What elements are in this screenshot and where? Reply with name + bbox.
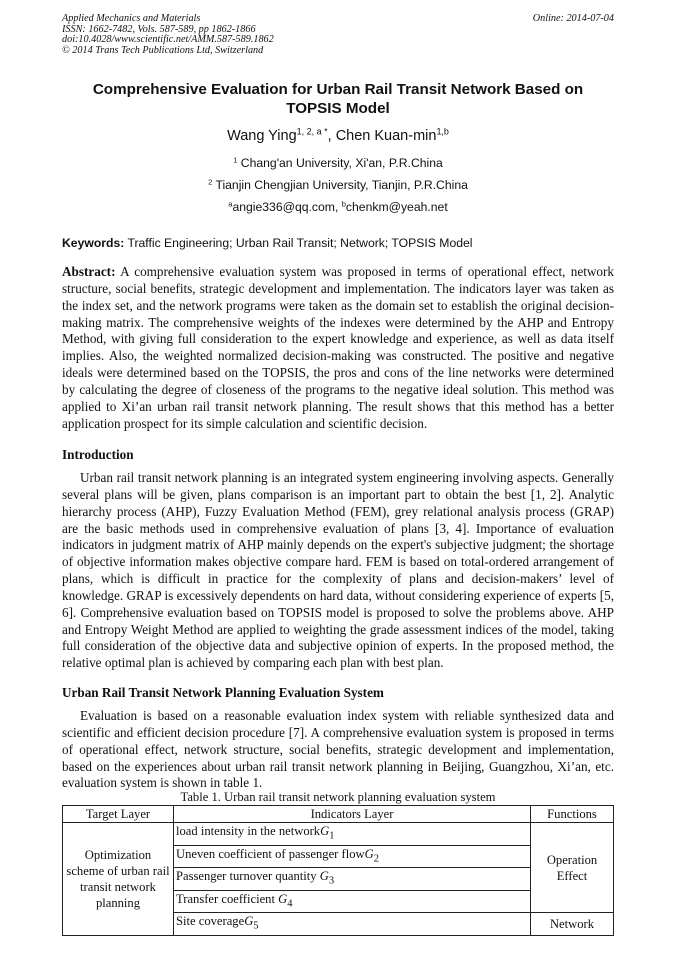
issn-line: ISSN: 1662-7482, Vols. 587-589, pp 1862-1866 [62, 23, 256, 35]
function-cell-operation [531, 823, 614, 913]
section-2-text: Evaluation is based on a reasonable evaluation index system with reliable synthesized data and scientific and efficient decision procedure [7]. A comprehensive evaluation system is proposed in terms of operational effect, network structure, social benefits, strategic development and implementation, based on the experiences about urban rail transit network planning in Beijing, Guangzhou, Xi’an, etc. evaluation system is shown in table 1. [62, 708, 614, 791]
indicator-text: Site coverage [176, 914, 245, 929]
indicator-text: load intensity in the network [176, 824, 321, 838]
affiliation-2-sup: 2 [208, 177, 213, 187]
function-operation-text: Operation Effect [546, 852, 598, 883]
author-2-name: Chen Kuan-min [335, 128, 437, 144]
online-date: Online: 2014-07-04 [532, 13, 614, 24]
indicator-subscript: 3 [328, 875, 335, 887]
affiliation-2-text: Tianjin Chengjian University, Tianjin, P.R.China [212, 178, 468, 192]
journal-header [62, 14, 614, 56]
keywords-label: Keywords: [62, 236, 125, 250]
section-2-heading: Urban Rail Transit Network Planning Evaluation System [62, 685, 384, 700]
author-emails [62, 200, 614, 214]
indicator-subscript: 2 [373, 853, 379, 865]
introduction-text: Urban rail transit network planning is an integrated system engineering involving aspects. Generally several plans will be given, plans comparison is an important part to obtain the best [1, 2]. Analytic hierarchy process (AHP), Fuzzy Evaluation Method (FEM), grey relational analysis process (GRAP) are the basic methods used in comprehensive evaluation of plans [3, 4]. Importance of evaluation indicators in judgment matrix of AHP mainly depends on the expert's subjective judgment; the shortage of objective information makes objective compare hard. FEM is based on total-ordered arrangement of plans, which is difficult in practice for the complexity of plans and decision-makers’ level of knowledge. GRAP is excessively dependents on hard data, without considering experience of experts [5, 6]. Comprehensive evaluation based on TOPSIS model is proposed to solve the problems above. AHP and Entropy Weight Method are applied to weighting the grade assessment indices of the model, taking full consideration of the objective data and subjective opinion of experts. In the proposed method, the relative optimal plan is achieved by comparing each plan with best plan. [62, 470, 614, 671]
indicator-cell [174, 845, 531, 868]
keywords [62, 236, 614, 250]
affiliation-1-sup: 1 [233, 155, 238, 165]
target-layer-cell [63, 823, 174, 936]
author-separator: , [327, 128, 336, 144]
indicator-cell [174, 890, 531, 913]
indicator-subscript: 5 [253, 920, 259, 932]
table-row [63, 823, 614, 846]
keywords-text: Traffic Engineering; Urban Rail Transit; Network; TOPSIS Model [124, 236, 473, 250]
indicator-cell [174, 868, 531, 891]
author-1-sup: 1, 2, a * [296, 126, 328, 137]
email-a[interactable]: angie336@qq.com, [232, 200, 342, 214]
evaluation-table [62, 805, 614, 936]
table-header-row [63, 806, 614, 823]
journal-name: Applied Mechanics and Materials [62, 13, 201, 24]
email-b-sup: b [341, 199, 346, 209]
abstract-text: A comprehensive evaluation system was proposed in terms of operational effect, network structure, social benefits, strategic development and implementation. The indicators layer was taken as the index set, and the network programs were taken as the domain set to establish the original decision-making matrix. The comprehensive weights of the indexes were determined by the AHP and Entropy Method, with giving full consideration to the expert knowledge and experience, as well as data itself implies. Also, the weighted normalized decision-making was constructed. The positive and negative ideals were determined based on the TOPSIS, the pros and cons of the line networks were determined by calculating the degree of closeness of the programs to the negative ideal solution. This method was applied to Xi’an urban rail transit network planning. The result shows that this method has a better application prospect for its simple calculation and scientific decision. [62, 264, 614, 431]
indicator-symbol: G [244, 914, 254, 929]
indicator-subscript: 4 [287, 898, 293, 910]
indicator-text: Uneven coefficient of passenger flow [176, 846, 365, 861]
header-indicators-layer: Indicators Layer [174, 806, 531, 823]
indicator-symbol: G [278, 891, 288, 906]
table-caption: Table 1. Urban rail transit network planning evaluation system [180, 790, 496, 804]
indicator-text: Transfer coefficient [176, 891, 279, 906]
affiliation-2 [62, 178, 614, 192]
indicator-subscript: 1 [329, 830, 335, 842]
indicator-cell [174, 913, 531, 936]
header-target-layer: Target Layer [63, 806, 174, 823]
function-cell-network [531, 913, 614, 936]
abstract-label: Abstract: [62, 264, 116, 279]
introduction-heading: Introduction [62, 447, 134, 462]
author-line [62, 128, 614, 144]
function-network-text: Network [549, 916, 595, 931]
indicator-symbol: G [364, 846, 374, 861]
indicator-symbol: G [320, 824, 330, 838]
email-b[interactable]: chenkm@yeah.net [345, 200, 448, 214]
indicator-text: Passenger turnover quantity [176, 869, 320, 884]
abstract [62, 264, 614, 432]
title-line-1: Comprehensive Evaluation for Urban Rail Transit Network Based on [92, 81, 584, 98]
email-a-sup: a [228, 199, 233, 209]
author-2-sup: 1,b [436, 126, 449, 137]
author-1-name: Wang Ying [227, 128, 297, 144]
copyright-line: © 2014 Trans Tech Publications Ltd, Switzerland [62, 44, 264, 56]
indicator-symbol: G [319, 869, 329, 884]
indicator-cell [174, 823, 531, 846]
affiliation-1-text: Chang'an University, Xi'an, P.R.China [237, 156, 443, 170]
title-line-2: TOPSIS Model [286, 100, 390, 117]
doi-line: doi:10.4028/www.scientific.net/AMM.587-589.1862 [62, 34, 274, 46]
header-functions: Functions [531, 806, 614, 823]
affiliation-1 [62, 156, 614, 170]
paper-title [62, 80, 614, 118]
target-layer-text: Optimization scheme of urban rail transit network planning [66, 847, 170, 910]
